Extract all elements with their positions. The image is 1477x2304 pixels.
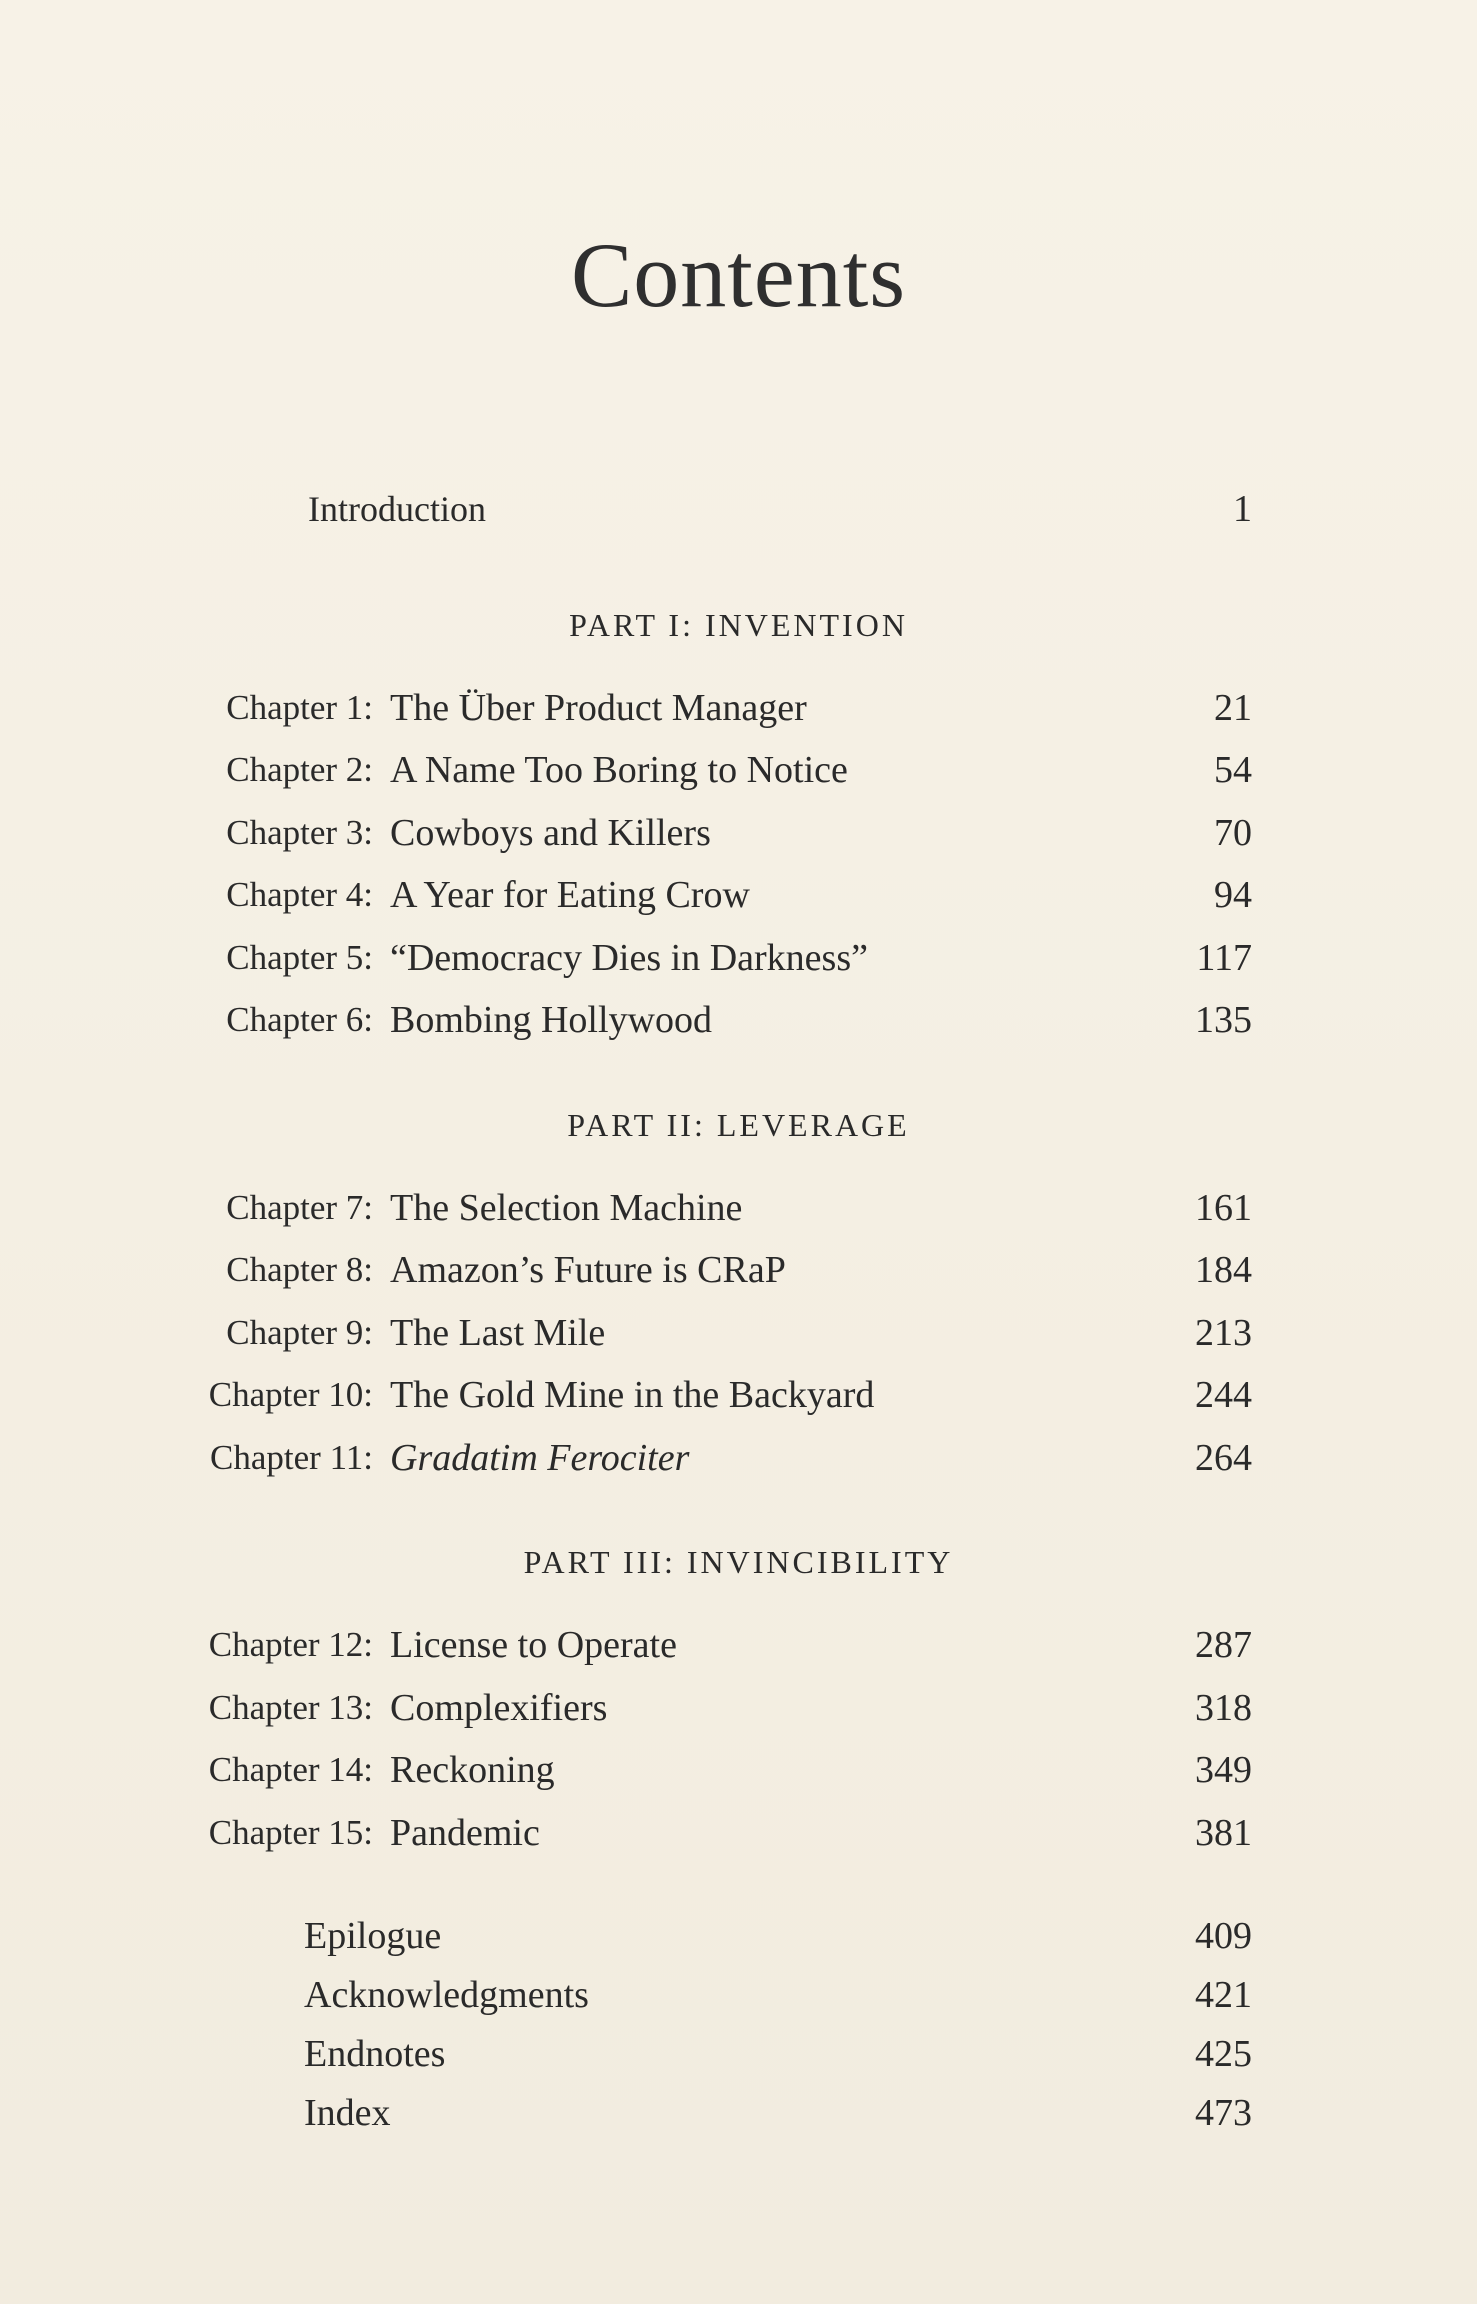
chapter-label: Chapter 6: [226, 1000, 373, 1039]
chapter-page-number: 244 [1195, 1374, 1252, 1416]
entry-page-number: 1 [1233, 488, 1252, 530]
toc-entry-chapter [0, 1181, 1477, 1235]
toc-entry-chapter [0, 681, 1477, 735]
chapter-label: Chapter 12: [208, 1625, 373, 1664]
chapter-label: Chapter 14: [208, 1750, 373, 1789]
toc-entry-chapter [0, 868, 1477, 922]
chapter-label: Chapter 11: [210, 1438, 373, 1477]
entry-title: Endnotes [304, 2033, 446, 2075]
part-heading: PART II: LEVERAGE [567, 1107, 910, 1143]
chapter-page-number: 161 [1195, 1187, 1252, 1229]
page-title: Contents [570, 224, 907, 326]
chapter-page-number: 213 [1195, 1312, 1252, 1354]
chapter-label: Chapter 13: [208, 1688, 373, 1727]
chapter-label: Chapter 5: [226, 938, 373, 977]
chapter-title: Complexifiers [390, 1687, 608, 1729]
part-heading: PART I: INVENTION [569, 607, 908, 643]
chapter-page-number: 381 [1195, 1812, 1252, 1854]
chapter-title: “Democracy Dies in Darkness” [390, 937, 868, 979]
chapter-title: Amazon’s Future is CRaP [390, 1249, 786, 1291]
toc-entry-introduction [0, 482, 1477, 536]
chapter-page-number: 70 [1214, 812, 1252, 854]
toc-entry-chapter [0, 993, 1477, 1047]
chapter-label: Chapter 1: [226, 688, 373, 727]
entry-title: Introduction [308, 489, 486, 529]
chapter-page-number: 318 [1195, 1687, 1252, 1729]
toc-entry-chapter [0, 1743, 1477, 1797]
entry-page-number: 473 [1195, 2092, 1252, 2134]
toc-entry-back-matter [0, 2027, 1477, 2081]
toc-entry-back-matter [0, 2086, 1477, 2140]
chapter-label: Chapter 8: [226, 1250, 373, 1289]
toc-entry-back-matter [0, 1968, 1477, 2022]
chapter-title: The Über Product Manager [390, 687, 807, 729]
chapter-label: Chapter 10: [208, 1375, 373, 1414]
chapter-label: Chapter 15: [208, 1813, 373, 1852]
chapter-title: The Gold Mine in the Backyard [390, 1374, 875, 1416]
part-heading: PART III: INVINCIBILITY [523, 1544, 954, 1580]
chapter-label: Chapter 3: [226, 813, 373, 852]
chapter-label: Chapter 9: [226, 1313, 373, 1352]
chapter-title: Reckoning [390, 1749, 555, 1791]
chapter-title: License to Operate [390, 1624, 677, 1666]
entry-page-number: 409 [1195, 1915, 1252, 1957]
chapter-label: Chapter 7: [226, 1188, 373, 1227]
chapter-page-number: 287 [1195, 1624, 1252, 1666]
entry-page-number: 425 [1195, 2033, 1252, 2075]
entry-page-number: 421 [1195, 1974, 1252, 2016]
chapter-title: The Last Mile [390, 1312, 606, 1354]
toc-entry-chapter [0, 1618, 1477, 1672]
chapter-page-number: 54 [1214, 749, 1252, 791]
chapter-label: Chapter 4: [226, 875, 373, 914]
toc-entry-chapter [0, 1431, 1477, 1485]
toc-entry-back-matter [0, 1909, 1477, 1963]
toc-entry-chapter [0, 931, 1477, 985]
chapter-page-number: 117 [1196, 937, 1252, 979]
toc-entry-chapter [0, 1243, 1477, 1297]
chapter-title: Bombing Hollywood [390, 999, 712, 1041]
chapter-label: Chapter 2: [226, 750, 373, 789]
toc-entry-chapter [0, 1368, 1477, 1422]
chapter-page-number: 349 [1195, 1749, 1252, 1791]
chapter-title: A Name Too Boring to Notice [390, 749, 848, 791]
chapter-page-number: 184 [1195, 1249, 1252, 1291]
toc-entry-chapter [0, 1681, 1477, 1735]
chapter-title: Pandemic [390, 1812, 540, 1854]
entry-title: Epilogue [304, 1915, 442, 1957]
chapter-page-number: 264 [1195, 1437, 1252, 1479]
entry-title: Index [304, 2092, 391, 2134]
chapter-page-number: 135 [1195, 999, 1252, 1041]
chapter-page-number: 94 [1214, 874, 1252, 916]
toc-entry-chapter [0, 743, 1477, 797]
chapter-title: A Year for Eating Crow [390, 874, 750, 916]
toc-entry-chapter [0, 806, 1477, 860]
chapter-title: Cowboys and Killers [390, 812, 711, 854]
toc-entry-chapter [0, 1806, 1477, 1860]
chapter-title: The Selection Machine [390, 1187, 743, 1229]
entry-title: Acknowledgments [304, 1974, 589, 2016]
chapter-title: Gradatim Ferociter [390, 1437, 690, 1479]
chapter-page-number: 21 [1214, 687, 1252, 729]
toc-entry-chapter [0, 1306, 1477, 1360]
